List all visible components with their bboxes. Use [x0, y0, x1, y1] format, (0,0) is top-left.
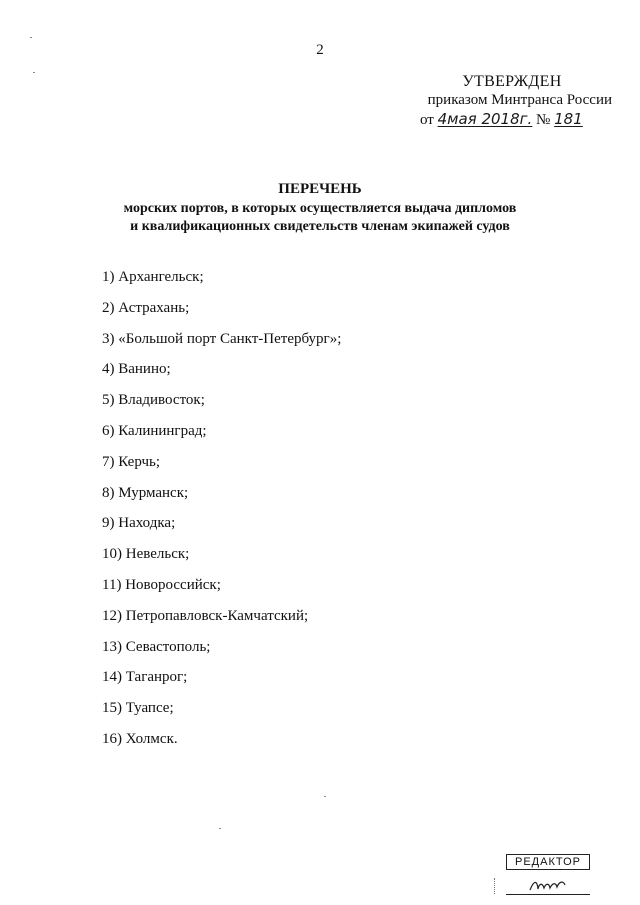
ports-list: [102, 268, 341, 761]
list-item: 8) Мурманск;: [102, 484, 189, 501]
list-item: 15) Туапсе;: [102, 700, 174, 717]
list-item: 9) Находка;: [102, 515, 176, 532]
date-prefix: от: [420, 112, 434, 128]
list-item: 11) Новороссийск;: [102, 576, 221, 593]
list-item: 2) Астрахань;: [102, 299, 190, 316]
editor-signature-icon: [528, 876, 568, 894]
stamp-tick: [494, 878, 496, 894]
handwritten-number: 181: [554, 110, 583, 128]
number-prefix: №: [536, 112, 551, 128]
list-item: 3) «Большой порт Санкт-Петербург»;: [102, 330, 342, 347]
list-item: 12) Петропавловск-Камчатский;: [102, 607, 309, 624]
document-heading: [0, 180, 640, 236]
scan-speck: [324, 796, 326, 797]
list-item: 6) Калининград;: [102, 422, 207, 439]
stamp-signature-line: [506, 876, 590, 895]
scan-speck: [219, 828, 221, 829]
approval-by: приказом Минтранса России: [427, 92, 612, 108]
editor-stamp: [506, 854, 590, 895]
list-item: 10) Невельск;: [102, 546, 190, 563]
list-item: 16) Холмск.: [102, 730, 178, 747]
list-item: 14) Таганрог;: [102, 669, 188, 686]
scan-speck: [30, 37, 32, 38]
list-item: 5) Владивосток;: [102, 392, 205, 409]
list-item: 1) Архангельск;: [102, 269, 204, 285]
heading-title: ПЕРЕЧЕНЬ: [278, 181, 362, 197]
list-item: 7) Керчь;: [102, 453, 161, 470]
list-item: 4) Ванино;: [102, 361, 171, 378]
scan-speck: [33, 72, 35, 73]
page-number: 2: [316, 42, 324, 58]
heading-line-2: и квалификационных свидетельств членам экипажей судов: [130, 219, 510, 234]
approval-date-line: [420, 110, 612, 130]
heading-line-1: морских портов, в которых осуществляется выдача дипломов: [123, 201, 517, 216]
approval-block: [412, 72, 612, 130]
list-item: 13) Севастополь;: [102, 638, 211, 655]
handwritten-date: 4мая 2018г.: [437, 110, 533, 128]
stamp-label: РЕДАКТОР: [506, 854, 590, 870]
approval-title: УТВЕРЖДЕН: [462, 73, 562, 90]
